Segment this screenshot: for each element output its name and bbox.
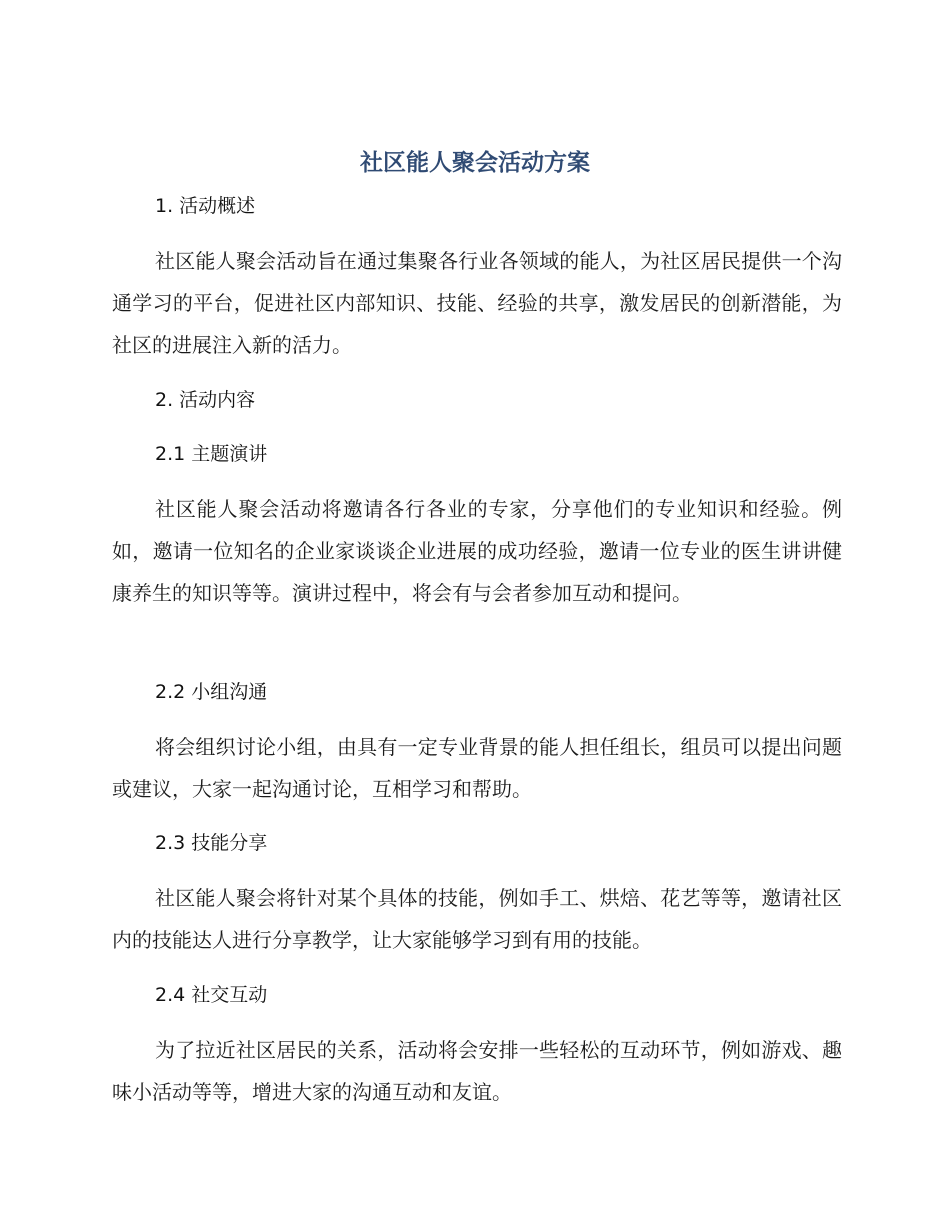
section-paragraph-group-discussion: 将会组织讨论小组，由具有一定专业背景的能人担任组长，组员可以提出问题或建议，大家一起沟通讨论，互相学习和帮助。	[112, 735, 842, 801]
section-heading-group-discussion: 2.2 小组沟通	[155, 681, 268, 703]
section-heading-keynote: 2.1 主题演讲	[155, 443, 268, 465]
section-paragraph-social-interaction: 为了拉近社区居民的关系，活动将会安排一些轻松的互动环节，例如游戏、趣味小活动等等，增进大家的沟通互动和友谊。	[112, 1038, 842, 1104]
section-heading-overview: 1. 活动概述	[155, 195, 256, 217]
section-heading-social-interaction: 2.4 社交互动	[155, 984, 268, 1006]
section-paragraph-keynote: 社区能人聚会活动将邀请各行各业的专家，分享他们的专业知识和经验。例如，邀请一位知名的企业家谈谈企业进展的成功经验，邀请一位专业的医生讲讲健康养生的知识等等。演讲过程中，将会有与会者参加互动和提问。	[112, 497, 842, 605]
document-title: 社区能人聚会活动方案	[360, 150, 590, 176]
section-paragraph-overview: 社区能人聚会活动旨在通过集聚各行业各领域的能人，为社区居民提供一个沟通学习的平台，促进社区内部知识、技能、经验的共享，激发居民的创新潜能，为社区的进展注入新的活力。	[112, 249, 842, 357]
section-heading-skill-sharing: 2.3 技能分享	[155, 832, 268, 854]
section-paragraph-skill-sharing: 社区能人聚会将针对某个具体的技能，例如手工、烘焙、花艺等等，邀请社区内的技能达人进行分享教学，让大家能够学习到有用的技能。	[112, 886, 842, 952]
section-heading-content: 2. 活动内容	[155, 389, 256, 411]
